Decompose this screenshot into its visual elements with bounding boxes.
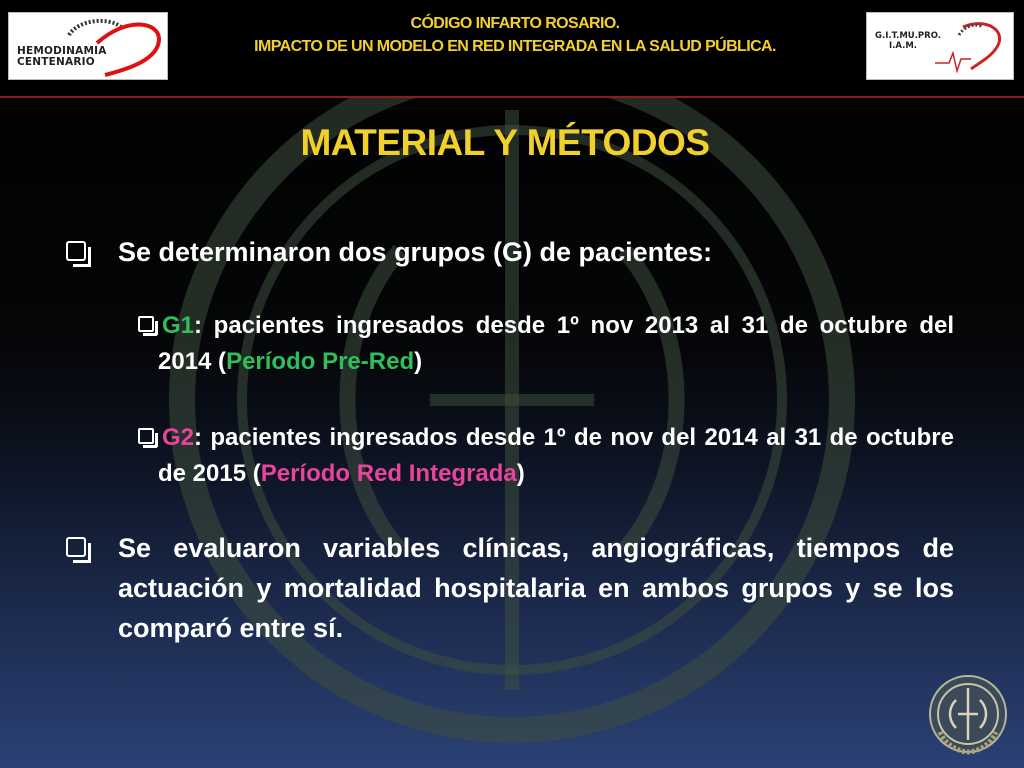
checkbox-bullet-icon [66,537,86,557]
gitmupro-logo-text [875,31,941,51]
header-divider [0,96,1024,98]
slide-title: MATERIAL Y MÉTODOS [300,122,710,163]
checkbox-bullet-icon [66,241,86,261]
bullet-variables [118,528,954,648]
g1-tail: ) [414,348,423,375]
bullet-groups-text: Se determinaron dos grupos (G) de pacientes: [118,237,713,267]
g1-period: Período Pre-Red [226,348,415,375]
logo-right-line1: G.I.T.MU.PRO. [875,31,941,41]
g2-tail: ) [516,460,525,487]
g2-period: Período Red Integrada [260,460,517,487]
hemodinamia-logo-text [17,46,107,68]
bullet-groups [118,232,958,272]
checkbox-bullet-icon [138,428,154,444]
header-title-line2: IMPACTO DE UN MODELO EN RED INTEGRADA EN LA SALUD PÚBLICA. [254,38,776,55]
header-title [180,12,850,58]
header-bar [0,0,1024,96]
bullet-variables-text: Se evaluaron variables clínicas, angiográficas, tiempos de actuación y mortalidad hospitalaria en ambos grupos y se los comparó entre sí. [118,533,954,643]
g1-label: G1 [162,312,195,339]
hemodinamia-centenario-logo [8,12,168,80]
hospital-seal-icon [926,672,1010,756]
logo-left-line1: HEMODINAMIA [17,45,107,57]
logo-left-line2: CENTENARIO [17,56,95,68]
header-title-line1: CÓDIGO INFARTO ROSARIO. [410,15,620,32]
sub-bullet-g2 [158,420,954,492]
sub-bullet-g1 [158,308,954,380]
gitmupro-logo [866,12,1014,80]
logo-right-line2: I.A.M. [888,41,918,51]
checkbox-bullet-icon [138,316,154,332]
g1-text: : pacientes ingresados desde 1º nov 2013 al 31 de octubre del 2014 ( [158,312,954,375]
g2-label: G2 [162,424,195,451]
g2-text: : pacientes ingresados desde 1º de nov del 2014 al 31 de octubre de 2015 ( [158,424,954,487]
